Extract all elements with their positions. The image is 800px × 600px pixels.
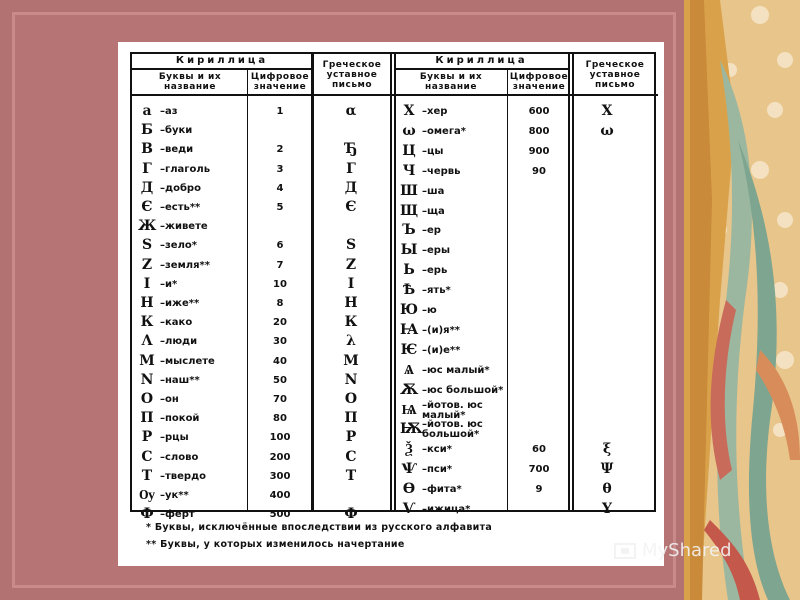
letter-name: –кси* — [422, 444, 452, 456]
numeric-value: 500 — [269, 509, 291, 521]
letter-name: –ю — [422, 305, 437, 316]
greek-letter: Ѕ — [345, 237, 357, 254]
decorative-side-panel — [690, 0, 800, 600]
letter-name: –фита* — [422, 484, 462, 496]
letter-name: –хер — [422, 106, 448, 117]
letter-glyph: Ш — [400, 182, 418, 199]
numeric-value: 100 — [269, 432, 291, 444]
greek-letter: П — [344, 410, 358, 427]
numeric-value: 1 — [276, 106, 284, 117]
greek-letter: λ — [346, 333, 356, 350]
greek-letter: Ψ — [600, 461, 614, 478]
letter-glyph: Z — [141, 256, 153, 273]
letter-glyph: N — [140, 371, 154, 388]
greek-letter: θ — [602, 481, 612, 498]
numeric-value: 10 — [273, 278, 287, 290]
greek-letter: Є — [345, 199, 357, 215]
numeric-value: 40 — [273, 355, 287, 367]
letter-name: –зело* — [160, 240, 198, 252]
alphabet-table — [130, 52, 656, 523]
letter-name: –земля** — [160, 259, 210, 271]
greek-letter: Р — [345, 429, 357, 446]
letter-name: –ук** — [160, 490, 189, 501]
letter-name: –ер — [422, 225, 441, 237]
greek-letter: С — [345, 448, 357, 465]
letter-name: –пси* — [422, 464, 453, 476]
numeric-value: 400 — [269, 490, 291, 501]
letter-name: –наш** — [160, 374, 200, 386]
letter-glyph: Ѵ — [402, 501, 416, 517]
greek-letter: Υ — [602, 501, 612, 517]
greek-letter: О — [344, 391, 358, 407]
letter-glyph: Ь — [403, 262, 415, 279]
letter-glyph: Х — [403, 103, 415, 119]
numeric-value: 8 — [276, 298, 284, 309]
watermark-icon — [612, 540, 638, 562]
letter-glyph: Ѭ — [400, 421, 423, 438]
numeric-value: 50 — [273, 374, 287, 386]
numeric-value: 6 — [276, 240, 284, 252]
numeric-value: 80 — [273, 413, 287, 425]
letter-glyph: М — [139, 352, 155, 369]
header-greek-right: Греческое уставное письмо — [585, 60, 645, 90]
letter-name: –юс малый* — [422, 364, 490, 376]
letter-name: –буки — [160, 125, 193, 137]
letter-glyph: Ѣ — [402, 282, 416, 299]
letter-glyph: П — [140, 410, 154, 427]
letter-name: –покой — [160, 413, 200, 425]
letter-glyph: S — [141, 237, 153, 254]
letter-name: –ижица* — [422, 504, 471, 515]
letter-name: –твердо — [160, 470, 207, 482]
greek-letter: К — [344, 314, 358, 331]
header-letters-right: Буквы и их название — [419, 72, 483, 92]
numeric-value: 70 — [273, 394, 287, 405]
letter-name: –червь — [422, 165, 461, 177]
numeric-value: 3 — [276, 163, 284, 175]
letter-glyph: Ѩ — [401, 401, 417, 418]
letter-name: –рцы — [160, 432, 189, 444]
letter-glyph: Т — [141, 467, 153, 484]
letter-glyph: Ч — [402, 162, 416, 179]
letter-glyph: I — [143, 275, 151, 292]
letter-name: –юс большой* — [422, 384, 504, 396]
greek-letter: Ђ — [344, 141, 358, 158]
footnote-excluded: * Буквы, исключённые впоследствии из русского алфавита — [146, 522, 493, 533]
letter-name: –(и)я** — [422, 324, 461, 336]
letter-glyph: Б — [141, 122, 153, 139]
letter-name: –йотов. юс малый* — [422, 399, 483, 421]
header-cyrillic-left: Кириллица — [175, 55, 269, 66]
letter-name: –есть** — [160, 202, 201, 213]
letter-glyph: Ѳ — [402, 481, 416, 498]
letter-glyph: Ѧ — [403, 361, 415, 378]
letter-glyph: С — [141, 448, 153, 465]
letter-name: –ять* — [422, 285, 451, 297]
letter-name: –люди — [160, 336, 198, 348]
greek-letter: М — [343, 352, 359, 369]
numeric-value: 7 — [276, 259, 284, 271]
greek-letter: Н — [344, 295, 358, 311]
letter-name: –йотов. юс большой* — [422, 419, 483, 441]
greek-letter: Т — [345, 467, 357, 484]
greek-letter: Г — [346, 160, 356, 177]
greek-letter: ξ — [602, 441, 612, 458]
letter-name: –веди — [160, 144, 194, 156]
letter-glyph: Ꙗ — [400, 321, 419, 338]
greek-letter: N — [344, 371, 358, 388]
letter-glyph: Ѥ — [400, 341, 418, 358]
letter-name: –(и)е** — [422, 344, 461, 356]
letter-name: –ша — [422, 185, 445, 197]
greek-letter: ω — [600, 122, 614, 139]
letter-glyph: Д — [140, 179, 154, 196]
footnote-changed: ** Буквы, у которых изменилось начертание — [146, 539, 405, 550]
letter-glyph: Ц — [402, 142, 416, 159]
greek-letter: α — [345, 103, 357, 119]
numeric-value: 90 — [532, 165, 546, 177]
letter-glyph: ω — [402, 122, 416, 139]
header-greek-left: Греческое уставное письмо — [322, 60, 382, 90]
letter-glyph: К — [140, 314, 154, 331]
header-numeric-right: Цифровое значение — [509, 72, 569, 92]
letter-name: –ерь — [422, 265, 448, 277]
numeric-value: 60 — [532, 444, 546, 456]
letter-name: –мыслете — [160, 355, 215, 367]
letter-name: –живете — [160, 221, 208, 233]
numeric-value: 800 — [528, 125, 550, 137]
letter-glyph: Ъ — [402, 222, 416, 239]
letter-glyph: Ѱ — [401, 461, 417, 478]
numeric-value: 2 — [276, 144, 284, 156]
watermark-text: MyShared — [642, 540, 732, 561]
numeric-value: 700 — [528, 464, 550, 476]
letter-glyph: Ѯ — [405, 441, 413, 458]
letter-name: –аз — [160, 106, 178, 117]
numeric-value: 600 — [528, 106, 550, 117]
letter-glyph: Є — [141, 199, 153, 215]
numeric-value: 900 — [528, 145, 550, 157]
letter-name: –ща — [422, 205, 445, 217]
numeric-value: 9 — [535, 484, 543, 496]
letter-name: –еры — [422, 245, 450, 257]
numeric-value: 30 — [273, 336, 287, 348]
letter-glyph: Р — [141, 429, 153, 446]
letter-glyph: О — [140, 391, 154, 407]
letter-name: –и* — [160, 278, 178, 290]
greek-letter: I — [347, 275, 355, 292]
greek-letter: Χ — [601, 103, 613, 119]
letter-glyph: Ю — [400, 302, 419, 318]
letter-name: –он — [160, 394, 179, 405]
letter-glyph: Ѫ — [400, 381, 419, 398]
header-numeric-left: Цифровое значение — [250, 72, 310, 92]
letter-glyph: Ф — [140, 506, 154, 523]
greek-letter: Ф — [344, 506, 358, 523]
letter-glyph: Н — [140, 295, 154, 311]
letter-glyph: Щ — [400, 202, 419, 219]
letter-name: –како — [160, 317, 193, 329]
greek-letter: Z — [345, 256, 357, 273]
greek-letter: Д — [344, 179, 358, 196]
header-cyrillic-right: Кириллица — [435, 55, 528, 66]
letter-glyph: В — [141, 141, 153, 158]
numeric-value: 20 — [273, 317, 287, 329]
letter-glyph: Г — [142, 160, 152, 177]
letter-glyph: Ѹ — [139, 487, 155, 503]
letter-name: –омега* — [422, 125, 467, 137]
numeric-value: 4 — [276, 182, 284, 194]
letter-glyph: Λ — [141, 333, 153, 350]
letter-name: –ферт — [160, 509, 195, 521]
header-letters-left: Буквы и их название — [158, 72, 222, 92]
alphabet-table-sheet — [118, 42, 664, 566]
letter-name: –добро — [160, 182, 201, 194]
letter-glyph: Ы — [400, 242, 418, 259]
numeric-value: 200 — [269, 451, 291, 463]
numeric-value: 5 — [276, 202, 284, 213]
letter-glyph: а — [142, 103, 152, 119]
numeric-value: 300 — [269, 470, 291, 482]
letter-glyph: Ж — [138, 218, 157, 235]
letter-name: –цы — [422, 145, 444, 157]
letter-name: –иже** — [160, 298, 200, 309]
letter-name: –глаголь — [160, 163, 211, 175]
letter-name: –слово — [160, 451, 199, 463]
